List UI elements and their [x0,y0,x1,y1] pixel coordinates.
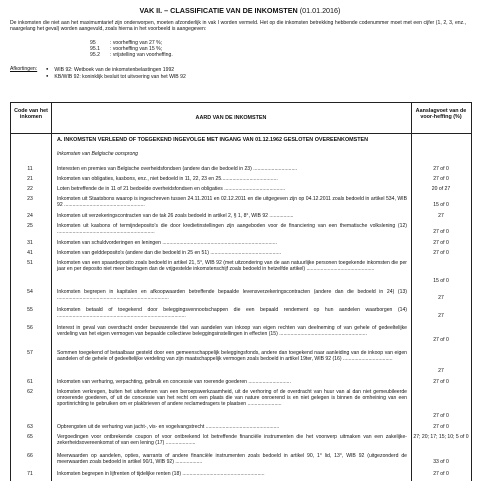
rate-example-code: 95 [90,40,96,46]
income-code: 55 [27,307,33,313]
income-code: 41 [27,250,33,256]
income-code: 51 [27,260,33,266]
rate-example-code: 95.1 [90,46,100,53]
income-classification-table [10,102,472,481]
income-description: Interesten en premies van Belgische overheidsfondsen (andere dan die bedoeld in 23) ............................... [57,166,298,172]
income-description: Sommen toegekend of betaalbaar gesteld door een gemeenschappelijk beleggingsfonds, andere dan toegekend naar aanleiding van de inkoop van eigen aandelen of de gehele of gedeeltelijke verdeling van zijn maatschappelijk vermogen zoals bedoeld in artikel 19ter, WIB 92 (16) ................................... [57,350,407,362]
income-code: 22 [27,186,33,192]
abbreviation-item: ● WIB 92: Wetboek van de inkomstenbelastingen 1992 [46,66,186,73]
withholding-rate: 27 of 0 [433,240,449,246]
income-description: Meerwaarden op aandelen, opties, warrants of andere financiële instrumenten zoals bedoeld in artikel 90, 1° lid, 13°, WIB 92 (uitgezonderd de meerwaarden zoals bedoeld in artikel 90/1, WIB 92) ................... [57,453,407,465]
withholding-rate: 27 of 0 [433,250,449,256]
withholding-rate: 27 [438,213,444,219]
income-description: Inkomsten van een spaardeposito zoals bedoeld in artikel 21, 5°, WIB 92 (met uitzondering van de aan natuurlijke personen toegekende inkomsten die per jaar en per deposito niet meer bedragen dan de vrijgestelde inkomstenschijf zoals bedoeld in hetzelfde artikel) ................................................ [57,260,407,272]
income-code: 25 [27,223,33,229]
section-a-title: A. INKOMSTEN VERLEEND OF TOEGEKEND INGEVOLGE MET INGANG VAN 01.12.1962 GESLOTEN OVEREENKOMSTEN [57,137,369,143]
withholding-rate: 27 of 0 [433,229,449,235]
withholding-rate: 27 of 0 [433,337,449,343]
withholding-rate: 15 of 0 [433,278,449,284]
withholding-rate: 27 of 0 [433,166,449,172]
withholding-rate: 27 of 0 [433,471,449,477]
withholding-rate: 20 of 27 [431,186,451,192]
income-description: Inkomsten begrepen in kapitalen en afkoopwaarden betreffende bepaalde levensverzekeringscontracten (andere dan die bedoeld in 24) (13) ............................................................................... [57,289,407,301]
income-code: 62 [27,389,33,395]
income-code: 57 [27,350,33,356]
withholding-rate: 15 of 0 [433,202,449,208]
income-description: Inkomsten van obligaties, kasbons, enz., niet bedoeld in 11, 22, 23 en 25........................................ [57,176,278,182]
col-description-header: AARD VAN DE INKOMSTEN [195,115,267,121]
abbreviation-list [46,66,186,80]
abbreviation-item: ● KB/WIB 92: koninklijk besluit tot uitvoering van het WIB 92 [46,73,186,80]
income-code: 65 [27,434,33,440]
withholding-rate: 27; 20; 17; 15; 10; 5 of 0 [413,434,469,440]
table-column-divider [411,103,412,481]
income-description: Inkomsten van gelddeposito's (andere dan die bedoeld in 25 en 51) .................................................. [57,250,282,256]
income-description: Opbrengsten uit de verhuring van jacht-, vis- en vogelvangstrecht .................................................... [57,424,280,430]
rate-example-line [90,52,173,58]
income-code: 56 [27,325,33,331]
withholding-rate: 27 of 0 [433,379,449,385]
rate-example-text: : voorheffing van 27 %; [110,40,163,46]
withholding-rate: 27 of 0 [433,413,449,419]
income-description: Inkomsten uit kasbons of termijndeposito's die door kredietinstellingen zijn aangeboden voor de financiering van een thematische volkslening (12) ..................................................................... [57,223,407,235]
rate-example-code: 95.2 [90,52,100,59]
income-code: 31 [27,240,33,246]
withholding-rate: 27 of 0 [433,424,449,430]
withholding-rate: 27 [438,368,444,374]
rate-example-text: : voorheffing van 15 %; [110,46,163,53]
col-rate-header: Aanslagvoet van de voor-heffing (%) [415,108,467,121]
withholding-rate: 33 of 0 [433,459,449,465]
income-description: Inkomsten uit verzekeringscontracten van de tak 26 zoals bedoeld in artikel 2, § 1, 8°, WIB 92 ................. [57,213,294,219]
title-date: (01.01.2016) [299,6,341,15]
income-description: Inkomsten verkregen, buiten het uitoefenen van een beroepswerkzaamheid, uit de verhoring of de overdracht van huur van al dan niet gemeubileerde onroerende goederen, of uit de concessie van het recht om een plaats die van nature onroerend is en niet gelegen is binnen de omheining van een sportinrichting te gebruiken om er plakbrieven of andere reclamedragers te plaatsen ........................ [57,389,407,407]
income-code: 11 [27,166,33,172]
income-description: Loten betreffende de in 11 of 21 bedoelde overheidsfondsen en obligaties ........................................... [57,186,286,192]
income-description: Interest in geval van overdracht onder bezwarende titel van aandelen van inkoop van eigen rechten van deelneming of van gehele of gedeeltelijke verdeling van het eigen vermogen van bepaalde collectieve beleggingsinstellingen in effecten (15) .............................................................. [57,325,407,337]
withholding-rate: 27 [438,295,444,301]
income-description: Inkomsten betaald of toegekend door beleggingsvennootschappen die een bepaald rendement op hun aandelen waarborgen (14) ........................................................................................... [57,307,407,319]
income-description: Inkomsten begrepen in lijfrenten of tijdelijke renten (18) .......................................................... [57,471,265,477]
title-text: VAK II. – CLASSIFICATIE VAN DE INKOMSTEN [139,6,298,15]
table-column-divider [51,103,52,481]
intro-paragraph: De inkomsten die niet aan het maximumtarief zijn onderworpen, moeten afzonderlijk in vak I worden vermeld. Het op die inkomsten betrekking hebbende codenummer moet met een cijfer (1, 2, 3, enz., naargelang het geval) worden aangevuld, zoals hierna in het voorbeeld is aangegeven: [10,20,466,32]
col-code-header: Code van het inkomen [14,108,48,121]
withholding-rate: 27 [438,313,444,319]
income-code: 66 [27,453,33,459]
abbreviations-label: Afkortingen: [10,66,38,72]
income-description: Inkomsten uit Staatsbons waarop is ingeschreven tussen 24.11.2011 en 02.12.2011 en die uitgegeven zijn op 04.12.2011 zoals bedoeld in artikel 534, WIB 92 ......................................................... [57,196,407,208]
income-code: 71 [27,471,33,477]
rate-example-text: : vrijstelling van voorheffing. [110,52,173,59]
page-title [0,6,480,15]
income-code: 21 [27,176,33,182]
income-description: Inkomsten van verhuring, verpachting, gebruik en concessie van roerende goederen .............................. [57,379,291,385]
income-code: 24 [27,213,33,219]
income-code: 23 [27,196,33,202]
rate-examples [90,40,173,59]
income-description: Vergoedingen voor ontbrekende coupon of voor ontbrekend lot betreffende financiële instrumenten die het voorwerp uitmaken van een zakelijke-zekerheidsovereenkomst of van een lening (17) ..................... [57,434,407,446]
income-code: 63 [27,424,33,430]
withholding-rate: 27 of 0 [433,176,449,182]
table-header-divider [11,133,471,134]
income-code: 54 [27,289,33,295]
income-code: 61 [27,379,33,385]
income-description: Inkomsten van schuldvorderingen en leningen ................................................................................. [57,240,277,246]
section-a-subtitle: Inkomsten van Belgische oorsprong [57,151,138,157]
